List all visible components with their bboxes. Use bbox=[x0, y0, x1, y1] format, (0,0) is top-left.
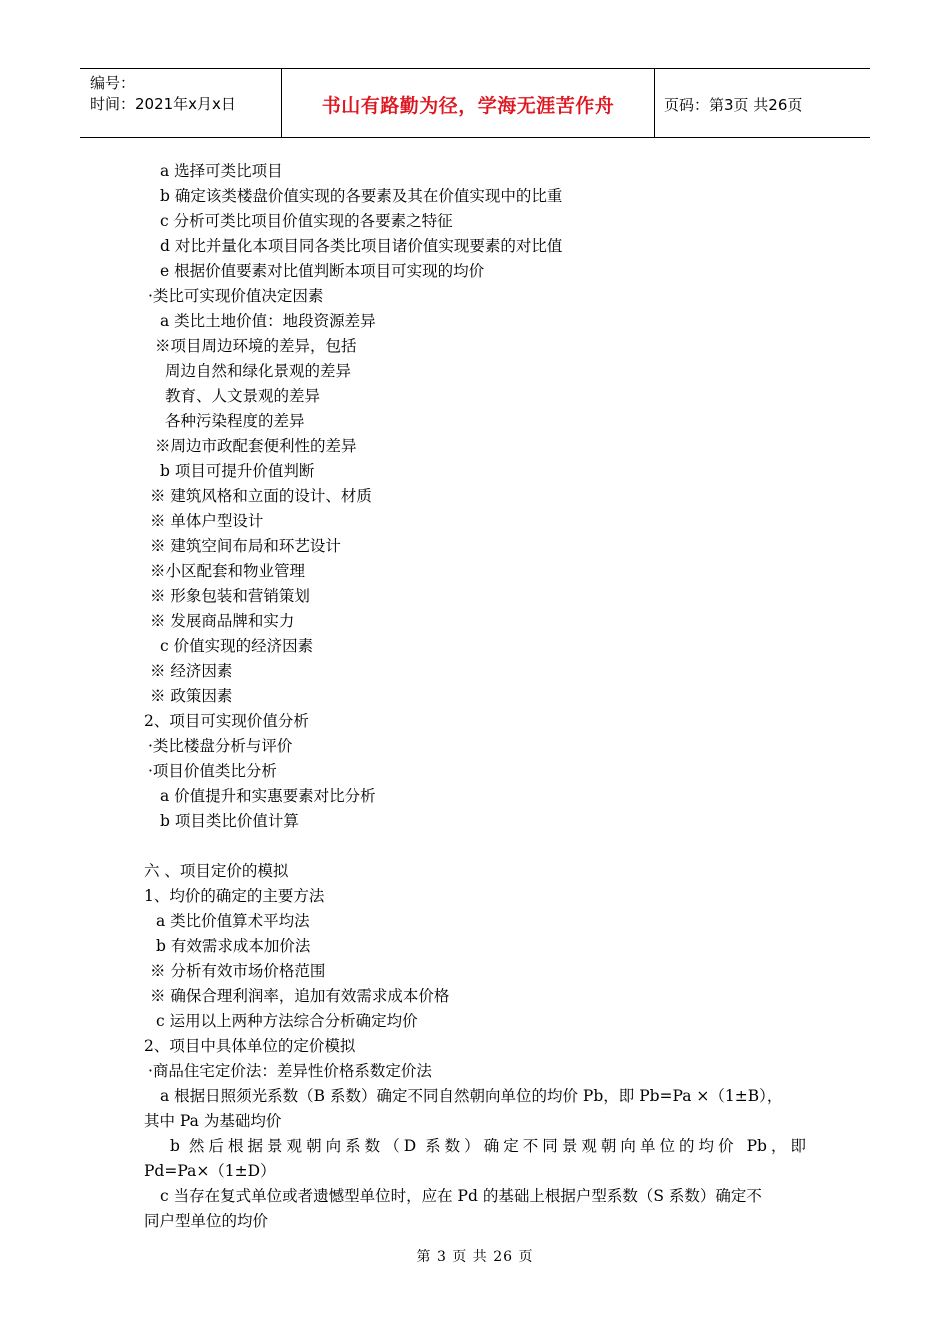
text-line: ※ 经济因素 bbox=[150, 662, 233, 680]
text-line: b 确定该类楼盘价值实现的各要素及其在价值实现中的比重 bbox=[160, 187, 563, 205]
text-line: 其中 Pa 为基础均价 bbox=[144, 1112, 282, 1130]
text-line: b 项目可提升价值判断 bbox=[160, 462, 315, 480]
text-line: a 类比土地价值：地段资源差异 bbox=[160, 312, 376, 330]
header-divider-right bbox=[654, 69, 655, 137]
text-line: 2、项目中具体单位的定价模拟 bbox=[144, 1037, 356, 1055]
text-line: b 然后根据景观朝向系数（D 系数）确定不同景观朝向单位的均价 Pb，即 bbox=[170, 1137, 806, 1155]
text-line: a 根据日照须光系数（B 系数）确定不同自然朝向单位的均价 Pb，即 Pb=Pa ×（1±B）， bbox=[160, 1087, 783, 1105]
text-line: c 运用以上两种方法综合分析确定均价 bbox=[156, 1012, 418, 1030]
text-line: ※项目周边环境的差异，包括 bbox=[155, 337, 357, 355]
section-heading: 六 、项目定价的模拟 bbox=[144, 862, 289, 880]
header-number-label: 编号： bbox=[90, 74, 136, 92]
text-line: d 对比并量化本项目同各类比项目诸价值实现要素的对比值 bbox=[160, 237, 563, 255]
text-line: 教育、人文景观的差异 bbox=[165, 387, 321, 405]
text-line: 周边自然和绿化景观的差异 bbox=[165, 362, 352, 380]
text-line: ·类比楼盘分析与评价 bbox=[148, 737, 293, 755]
header-time: 时间：2021年x月x日 bbox=[90, 95, 236, 113]
text-line: c 当存在复式单位或者遗憾型单位时，应在 Pd 的基础上根据户型系数（S 系数）确定不 bbox=[160, 1187, 762, 1205]
text-line: a 选择可类比项目 bbox=[160, 162, 283, 180]
text-line: ※ 形象包装和营销策划 bbox=[150, 587, 310, 605]
text-line: 1、均价的确定的主要方法 bbox=[144, 887, 325, 905]
text-line: b 有效需求成本加价法 bbox=[156, 937, 311, 955]
header-page-info: 页码：第3页 共26页 bbox=[664, 96, 803, 114]
text-line: ※ 发展商品牌和实力 bbox=[150, 612, 295, 630]
header-motto: 书山有路勤为径，学海无涯苦作舟 bbox=[321, 95, 615, 117]
text-line: ※ 单体户型设计 bbox=[150, 512, 264, 530]
text-line: ·商品住宅定价法：差异性价格系数定价法 bbox=[148, 1062, 432, 1080]
text-line: ※ 建筑空间布局和环艺设计 bbox=[150, 537, 341, 555]
text-line: ·项目价值类比分析 bbox=[148, 762, 277, 780]
text-line: ※小区配套和物业管理 bbox=[150, 562, 306, 580]
page-header bbox=[80, 68, 870, 138]
text-line: ※ 政策因素 bbox=[150, 687, 233, 705]
page-footer: 第 3 页 共 26 页 bbox=[416, 1249, 534, 1265]
text-line: c 分析可类比项目价值实现的各要素之特征 bbox=[160, 212, 453, 230]
text-line: 2、项目可实现价值分析 bbox=[144, 712, 309, 730]
text-line: ※周边市政配套便利性的差异 bbox=[155, 437, 357, 455]
text-line: Pd=Pa×（1±D） bbox=[144, 1162, 276, 1180]
text-line: e 根据价值要素对比值判断本项目可实现的均价 bbox=[160, 262, 485, 280]
text-line: ※ 分析有效市场价格范围 bbox=[150, 962, 326, 980]
text-line: ※ 确保合理利润率，追加有效需求成本价格 bbox=[150, 987, 450, 1005]
header-meta bbox=[90, 73, 236, 115]
text-line: ※ 建筑风格和立面的设计、材质 bbox=[150, 487, 372, 505]
text-line: a 价值提升和实惠要素对比分析 bbox=[160, 787, 376, 805]
text-line: 各种污染程度的差异 bbox=[165, 412, 305, 430]
text-line: ·类比可实现价值决定因素 bbox=[148, 287, 324, 305]
text-line: c 价值实现的经济因素 bbox=[160, 637, 314, 655]
text-line: b 项目类比价值计算 bbox=[160, 812, 299, 830]
text-line: a 类比价值算术平均法 bbox=[156, 912, 310, 930]
text-line: 同户型单位的均价 bbox=[144, 1212, 269, 1230]
